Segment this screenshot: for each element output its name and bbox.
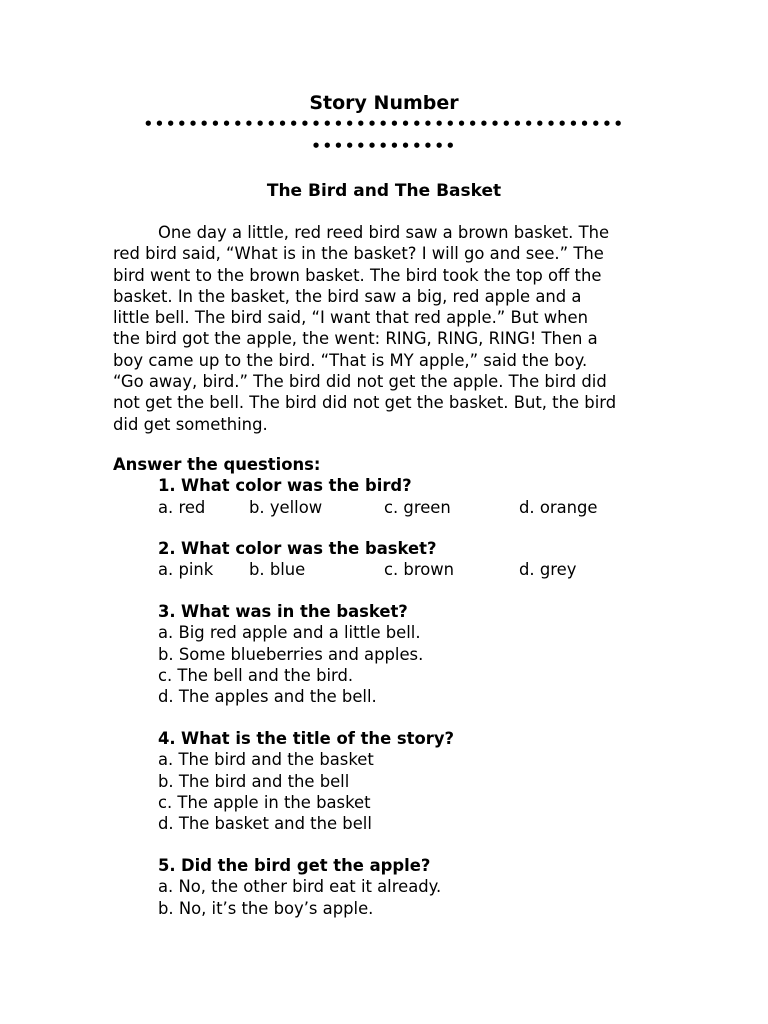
option-a: a. Big red apple and a little bell. — [158, 623, 421, 643]
question-block-3 — [113, 601, 673, 707]
option-c: c. The bell and the bird. — [158, 665, 354, 685]
dotted-divider-line-2: ••••••••••••• — [311, 137, 457, 155]
question-2-options — [113, 559, 673, 580]
question-4 — [113, 728, 673, 749]
option-c: c. The apple in the basket — [158, 792, 371, 812]
story-line: little bell. The bird said, “I want that red apple.” But when — [113, 308, 589, 328]
story-line: boy came up to the bird. “That is MY apple,” said the boy. — [113, 350, 588, 370]
option-d: d. grey — [519, 560, 577, 580]
question-text: What was in the basket? — [181, 602, 408, 621]
page-title: Story Number — [309, 92, 459, 114]
option-b: b. The bird and the bell — [158, 771, 350, 791]
story-line: not get the bell. The bird did not get the basket. But, the bird — [113, 393, 617, 413]
question-block-4 — [113, 728, 673, 834]
story-title: The Bird and The Basket — [266, 181, 502, 201]
option-c: c. green — [384, 497, 451, 517]
option-c: c. brown — [384, 560, 455, 580]
story-line: bird went to the brown basket. The bird took the top off the — [113, 265, 602, 285]
option-b: b. yellow — [249, 497, 323, 517]
option-a: a. red — [158, 497, 206, 517]
story-line: “Go away, bird.” The bird did not get the apple. The bird did — [113, 372, 607, 392]
question-block-2 — [113, 538, 673, 581]
option-d: d. orange — [519, 497, 598, 517]
story-body — [113, 222, 658, 435]
question-3 — [113, 601, 673, 622]
questions-heading: Answer the questions: — [113, 455, 321, 474]
question-text: What color was the bird? — [181, 476, 412, 496]
question-1 — [113, 475, 673, 496]
question-1-options — [113, 497, 673, 518]
option-d: d. The apples and the bell. — [158, 687, 377, 707]
question-block-1 — [113, 454, 673, 518]
story-line: One day a little, red reed bird saw a brown basket. The — [158, 223, 610, 242]
option-a: a. The bird and the basket — [158, 750, 374, 770]
question-number: 2. — [158, 539, 176, 558]
option-b: b. No, it’s the boy’s apple. — [158, 898, 374, 918]
question-5 — [113, 855, 673, 876]
option-a: a. pink — [158, 560, 214, 580]
story-line: basket. In the basket, the bird saw a big, red apple and a — [113, 286, 582, 306]
dotted-divider-line-1: ••••••••••••••••••••••••••••••••••••••••••• — [143, 115, 625, 133]
question-text: Did the bird get the apple? — [181, 856, 431, 875]
question-number: 3. — [158, 602, 176, 621]
option-d: d. The basket and the bell — [158, 814, 372, 834]
story-line: did get something. — [113, 414, 268, 434]
story-line: red bird said, “What is in the basket? I will go and see.” The — [113, 244, 604, 264]
question-text: What color was the basket? — [181, 539, 437, 558]
question-text: What is the title of the story? — [181, 729, 455, 748]
story-line: the bird got the apple, the went: RING, RING, RING! Then a — [113, 329, 598, 349]
question-block-5 — [113, 855, 673, 919]
option-b: b. Some blueberries and apples. — [158, 644, 424, 664]
option-a: a. No, the other bird eat it already. — [158, 877, 442, 897]
question-number: 1. — [158, 476, 176, 496]
option-b: b. blue — [249, 560, 306, 580]
question-number: 5. — [158, 856, 176, 875]
question-number: 4. — [158, 729, 176, 748]
question-2 — [113, 538, 673, 559]
